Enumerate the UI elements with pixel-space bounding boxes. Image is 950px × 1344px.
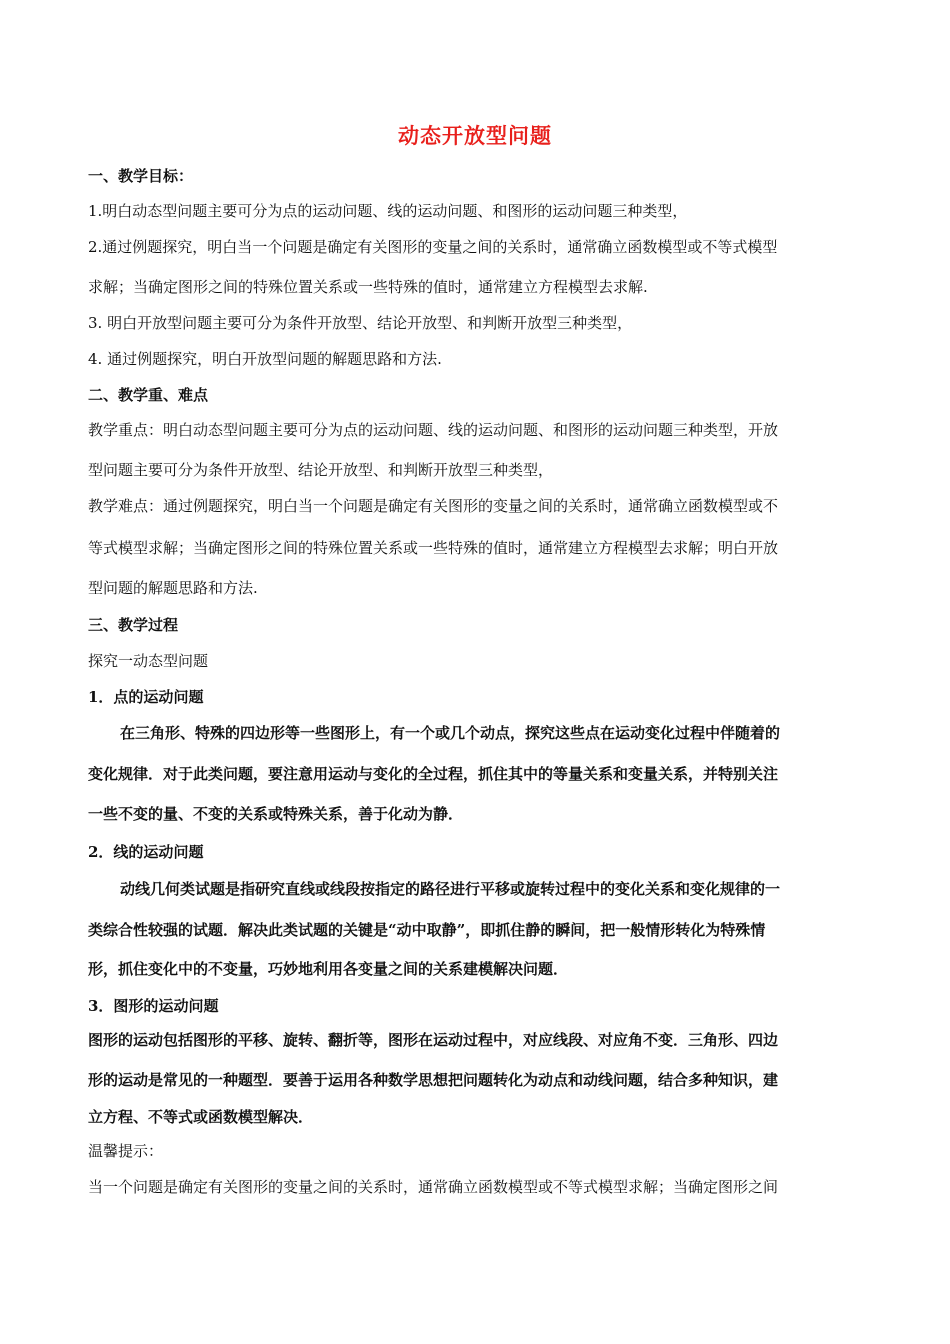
paragraph-line: 形，抓住变化中的不变量，巧妙地利用各变量之间的关系建模解决问题． bbox=[88, 960, 569, 978]
paragraph-line: 图形的运动包括图形的平移、旋转、翻折等，图形在运动过程中，对应线段、对应角不变．三角形、四边 bbox=[88, 1031, 779, 1049]
section-heading-1: 一、教学目标： bbox=[88, 167, 194, 185]
paragraph-line: 求解；当确定图形之间的特殊位置关系或一些特殊的值时，通常建立方程模型去求解. bbox=[88, 278, 648, 296]
topic-heading-3: 3．图形的运动问题 bbox=[88, 997, 219, 1015]
paragraph-line: 型问题主要可分为条件开放型、结论开放型、和判断开放型三种类型， bbox=[88, 461, 554, 479]
paragraph-line: 2.通过例题探究，明白当一个问题是确定有关图形的变量之间的关系时，通常确立函数模型或不等式模型 bbox=[88, 238, 778, 256]
subheading: 探究一动态型问题 bbox=[88, 652, 209, 670]
tip-heading: 温馨提示： bbox=[88, 1142, 164, 1160]
paragraph-line: 变化规律．对于此类问题，要注意用运动与变化的全过程，抓住其中的等量关系和变量关系，并特别关注 bbox=[88, 765, 779, 783]
paragraph-line: 1.明白动态型问题主要可分为点的运动问题、线的运动问题、和图形的运动问题三种类型， bbox=[88, 202, 688, 220]
paragraph-line: 等式模型求解；当确定图形之间的特殊位置关系或一些特殊的值时，通常建立方程模型去求解；明白开放 bbox=[88, 539, 779, 557]
paragraph-line: 教学难点：通过例题探究，明白当一个问题是确定有关图形的变量之间的关系时，通常确立函数模型或不 bbox=[88, 497, 779, 515]
page-title: 动态开放型问题 bbox=[398, 123, 552, 148]
topic-heading-2: 2．线的运动问题 bbox=[88, 843, 204, 861]
paragraph-line: 型问题的解题思路和方法. bbox=[88, 579, 258, 597]
paragraph-line: 动线几何类试题是指研究直线或线段按指定的路径进行平移或旋转过程中的变化关系和变化规律的一 bbox=[120, 880, 781, 898]
paragraph-line: 当一个问题是确定有关图形的变量之间的关系时，通常确立函数模型或不等式模型求解；当确定图形之间 bbox=[88, 1178, 779, 1196]
topic-heading-1: 1．点的运动问题 bbox=[88, 688, 204, 706]
paragraph-line: 3. 明白开放型问题主要可分为条件开放型、结论开放型、和判断开放型三种类型， bbox=[88, 314, 633, 332]
paragraph-line: 立方程、不等式或函数模型解决． bbox=[88, 1108, 314, 1126]
paragraph-line: 形的运动是常见的一种题型．要善于运用各种数学思想把问题转化为动点和动线问题，结合多种知识，建 bbox=[88, 1071, 779, 1089]
paragraph-line: 教学重点：明白动态型问题主要可分为点的运动问题、线的运动问题、和图形的运动问题三种类型，开放 bbox=[88, 421, 779, 439]
paragraph-line: 4. 通过例题探究，明白开放型问题的解题思路和方法. bbox=[88, 350, 442, 368]
section-heading-3: 三、教学过程 bbox=[88, 616, 179, 634]
section-heading-2: 二、教学重、难点 bbox=[88, 386, 209, 404]
paragraph-line: 一些不变的量、不变的关系或特殊关系，善于化动为静． bbox=[88, 805, 464, 823]
paragraph-line: 类综合性较强的试题．解决此类试题的关键是“动中取静”，即抓住静的瞬间，把一般情形转化为特殊情 bbox=[88, 921, 766, 939]
paragraph-line: 在三角形、特殊的四边形等一些图形上，有一个或几个动点，探究这些点在运动变化过程中伴随着的 bbox=[120, 724, 781, 742]
